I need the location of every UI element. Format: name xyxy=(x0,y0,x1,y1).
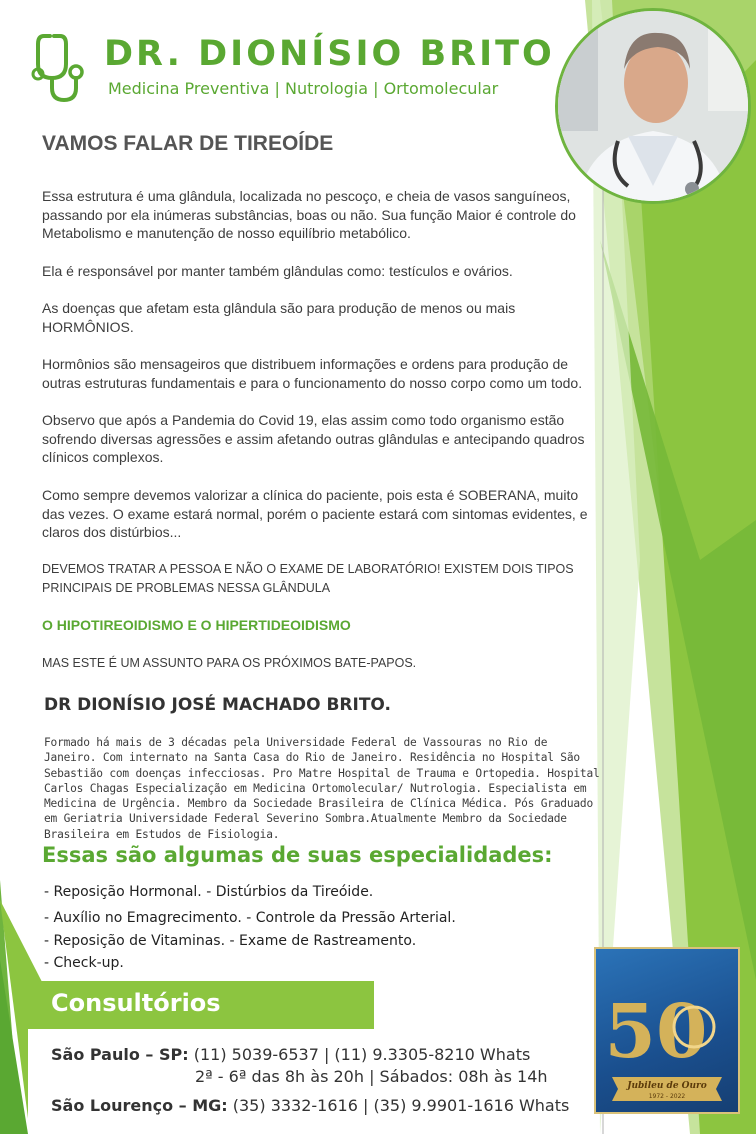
paragraph-1: Essa estrutura é uma glândula, localizada no pescoço, e cheia de vasos sanguíneos, passando por ela inúmeras substâncias, boas ou não. Sua função Maior é controle do Metabolismo e manutenção de nosso equilíbrio metabólico. xyxy=(42,188,576,241)
doctor-full-name: DR DIONÍSIO JOSÉ MACHADO BRITO. xyxy=(44,695,391,715)
paragraph-3: As doenças que afetam esta glândula são para produção de menos ou mais HORMÔNIOS. xyxy=(42,300,516,335)
paragraph-6: Como sempre devemos valorizar a clínica do paciente, pois esta é SOBERANA, muito das vezes. O exame estará normal, porém o paciente estará com sintomas evidentes, e claros dos distúrbios... xyxy=(42,487,588,540)
specialties-title: Essas são algumas de suas especialidades: xyxy=(42,843,553,867)
article-title: VAMOS FALAR DE TIREOÍDE xyxy=(42,132,334,155)
sp-office-phones: (11) 5039-6537 | (11) 9.3305-8210 Whats xyxy=(188,1045,531,1064)
sp-office-line xyxy=(51,1045,530,1064)
badge-number: 50 xyxy=(604,989,708,1075)
mg-office-line xyxy=(51,1096,569,1115)
specialty-line-3: - Reposição de Vitaminas. - Exame de Rastreamento. xyxy=(44,933,417,949)
paragraph-5: Observo que após a Pandemia do Covid 19, elas assim como todo organismo estão sofrendo diversas agressões e assim afetando outras glândulas e antecipando quadros clínicos complexos. xyxy=(42,412,585,465)
paragraph-2: Ela é responsável por manter também glândulas como: testículos e ovários. xyxy=(42,263,513,279)
stethoscope-logo-icon xyxy=(28,32,90,104)
jubilee-badge xyxy=(594,947,740,1114)
mg-office-phones: (35) 3332-1616 | (35) 9.9901-1616 Whats xyxy=(227,1096,570,1115)
specialty-line-4: - Check-up. xyxy=(44,955,124,971)
caps-note: DEVEMOS TRATAR A PESSOA E NÃO O EXAME DE LABORATÓRIO! EXISTEM DOIS TIPOS PRINCIPAIS DE PROBLEMAS NESSA GLÂNDULA xyxy=(42,562,574,595)
doctor-photo xyxy=(555,8,751,204)
badge-years: 1972 - 2022 xyxy=(648,1093,686,1100)
sp-office-hours: 2ª - 6ª das 8h às 20h | Sábados: 08h às 14h xyxy=(195,1067,548,1086)
sp-office-label: São Paulo – SP: xyxy=(51,1045,189,1064)
highlight-heading: O HIPOTIREOIDISMO E O HIPERTIDEOIDISMO xyxy=(42,617,351,633)
mg-office-label: São Lourenço – MG: xyxy=(51,1096,228,1115)
paragraph-4: Hormônios são mensageiros que distribuem informações e ordens para produção de outras estruturas fundamentais e para o funcionamento do nosso corpo como um todo. xyxy=(42,356,583,391)
closing-note: MAS ESTE É UM ASSUNTO PARA OS PRÓXIMOS BATE-PAPOS. xyxy=(42,656,417,670)
badge-ribbon: Jubileu de Ouro xyxy=(627,1081,707,1091)
doctor-bio: Formado há mais de 3 décadas pela Universidade Federal de Vassouras no Rio de Janeiro. Com internato na Santa Casa do Rio de Janeiro. Residência no Hospital São Sebastião com doenças infecciosas. Pro Matre Hospital de Trauma e Ortopedia. Hospital Carlos Chagas Especialização em Medicina Ortomolecular/ Nutrologia. Especialista em Medicina de Urgência. Membro da Sociedade Brasileira de Clínica Médica. Pós Graduado em Geriatria Universidade Federal Severino Sombra.Atualmente Membro da Sociedade Brasileira em Estudos de Fisiologia. xyxy=(44,736,600,841)
specialty-line-1: - Reposição Hormonal. - Distúrbios da Tireóide. xyxy=(44,884,374,900)
offices-title: Consultórios xyxy=(51,989,221,1017)
specialty-line-2: - Auxílio no Emagrecimento. - Controle da Pressão Arterial. xyxy=(44,910,456,926)
brand-name: DR. DIONÍSIO BRITO xyxy=(104,34,555,74)
brand-subtitle: Medicina Preventiva | Nutrologia | Ortomolecular xyxy=(108,79,499,98)
